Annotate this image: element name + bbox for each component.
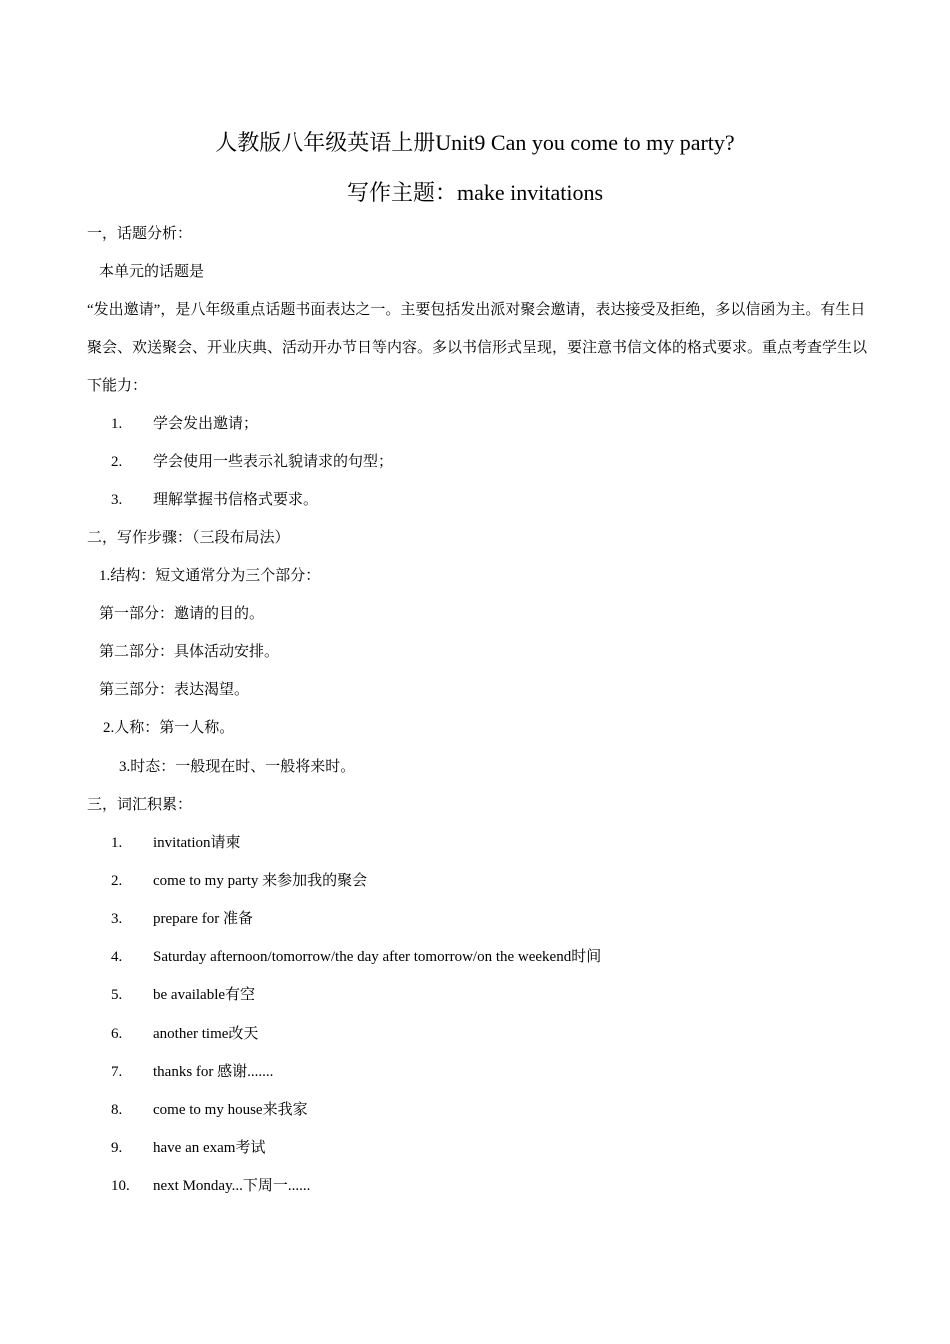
list-item-number: 7.: [111, 1063, 123, 1080]
list-item-text: invitation请柬: [153, 835, 241, 851]
part1-line: 第一部分：邀请的目的。: [99, 606, 265, 622]
section1-intro: 本单元的话题是: [99, 264, 205, 280]
list-item-text: prepare for 准备: [153, 911, 253, 928]
section3-heading: 三，词汇积累：: [87, 797, 193, 813]
section2-heading: 二，写作步骤：（三段布局法）: [87, 530, 290, 546]
part2-line: 第二部分：具体活动安排。: [99, 644, 280, 660]
list-item-number: 3.: [111, 911, 123, 928]
list-item-number: 6.: [111, 1025, 123, 1042]
list-item-number: 1.: [111, 835, 123, 851]
person-line: 2.人称：第一人称。: [103, 720, 235, 736]
list-item-number: 5.: [111, 987, 123, 1004]
list-item-text: another time改天: [153, 1025, 259, 1042]
list-item-text: thanks for 感谢.......: [153, 1063, 274, 1080]
list-item-number: 3.: [111, 492, 123, 508]
structure-line: 1.结构：短文通常分为三个部分：: [99, 568, 321, 584]
list-item-text: Saturday afternoon/tomorrow/the day after tomorrow/on the weekend时间: [153, 949, 602, 966]
list-item-number: 8.: [111, 1101, 123, 1118]
list-item-number: 4.: [111, 949, 123, 966]
list-item-text: 学会发出邀请；: [153, 416, 259, 432]
list-item-number: 1.: [111, 416, 123, 432]
list-item-text: next Monday...下周一......: [153, 1177, 311, 1194]
list-item-text: come to my house来我家: [153, 1101, 308, 1118]
list-item-number: 9.: [111, 1139, 123, 1156]
list-item-number: 2.: [111, 873, 123, 890]
list-item-text: 学会使用一些表示礼貌请求的句型；: [153, 454, 394, 470]
part3-line: 第三部分：表达渴望。: [99, 682, 250, 698]
document-subtitle: 写作主题：make invitations: [346, 180, 604, 205]
list-item-text: 理解掌握书信格式要求。: [153, 492, 319, 508]
tense-line: 3.时态：一般现在时、一般将来时。: [119, 759, 356, 775]
section1-heading: 一，话题分析：: [87, 226, 193, 242]
list-item-text: come to my party 来参加我的聚会: [153, 873, 368, 890]
list-item-number: 2.: [111, 454, 123, 470]
section1-paragraph: “发出邀请”，是八年级重点话题书面表达之一。主要包括发出派对聚会邀请，表达接受及拒绝，多以信函为主。有生日聚会、欢送聚会、开业庆典、活动开办节日等内容。多以书信形式呈现，要注意书信文体的格式要求。重点考查学生以下能力：: [87, 302, 868, 394]
document-title: 人教版八年级英语上册Unit9 Can you come to my party?: [215, 130, 735, 155]
list-item-text: be available有空: [153, 987, 256, 1004]
list-item-number: 10.: [111, 1177, 130, 1194]
list-item-text: have an exam考试: [153, 1139, 266, 1156]
